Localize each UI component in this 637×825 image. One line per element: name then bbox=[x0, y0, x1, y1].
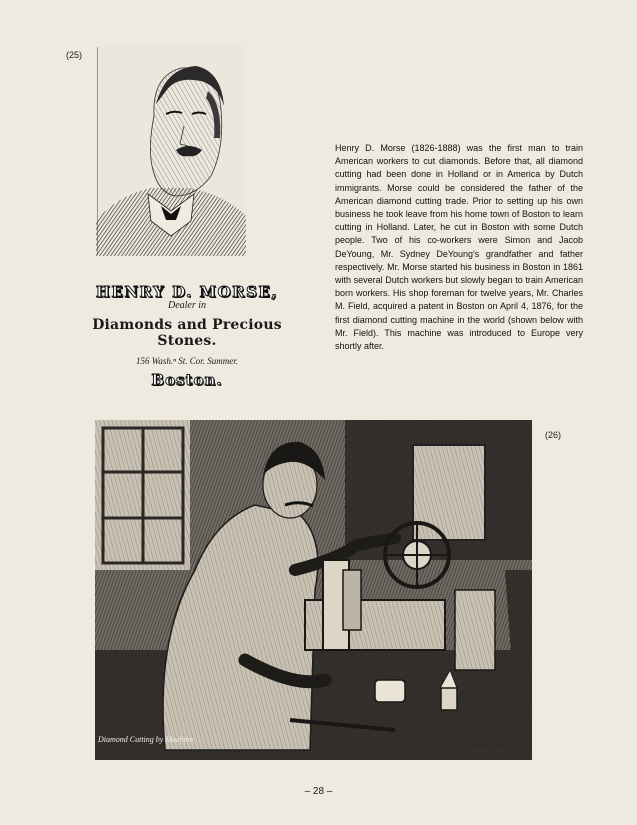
ad-goods: Diamonds and Precious Stones. bbox=[92, 317, 282, 349]
ad-city: Boston. bbox=[151, 371, 223, 389]
ad-dealer: Dealer in bbox=[167, 300, 207, 311]
engraving-diamond-cutting-machine bbox=[95, 420, 532, 760]
advertisement-card bbox=[62, 283, 312, 389]
engraving-caption-left: Diamond Cutting by Machine bbox=[98, 735, 194, 744]
figure-label-26: (26) bbox=[545, 430, 562, 440]
engraving-caption-right: Scientific Am. bbox=[464, 740, 509, 749]
ad-name: HENRY D. MORSE, bbox=[95, 283, 279, 301]
ad-address: 156 Wash.ⁿ St. Cor. Summer. bbox=[135, 356, 238, 366]
page-number: – 28 – bbox=[304, 786, 333, 797]
figure-label-25: (25) bbox=[66, 50, 83, 60]
portrait-henry-morse bbox=[96, 46, 246, 256]
body-paragraph: Henry D. Morse (1826-1888) was the first man to train American workers to cut diamonds. Before that, all diamond cutting had been done in Holland or in America by Dutch immigrants. Morse could be considered the father of the American diamond cutting trade. Prior to setting up his own business he took leave from his home town of Boston to learn cutting in Holland. Later, he cut in Boston with some Dutch people. Two of his co-workers were Simon and Jacob DeYoung, Mr. Sydney DeYoung's grandfather and father respectively. Mr. Morse started his business in Boston in 1861 with several Dutch workers but slowly began to train American born workers. His shop foreman for twelve years, Mr. Charles M. Field, acquired a patent in Boston on April 4, 1876, for the first diamond cutting machine in the world (shown below with Mr. Field). This machine was introduced to Europe very shortly after. bbox=[335, 143, 583, 352]
